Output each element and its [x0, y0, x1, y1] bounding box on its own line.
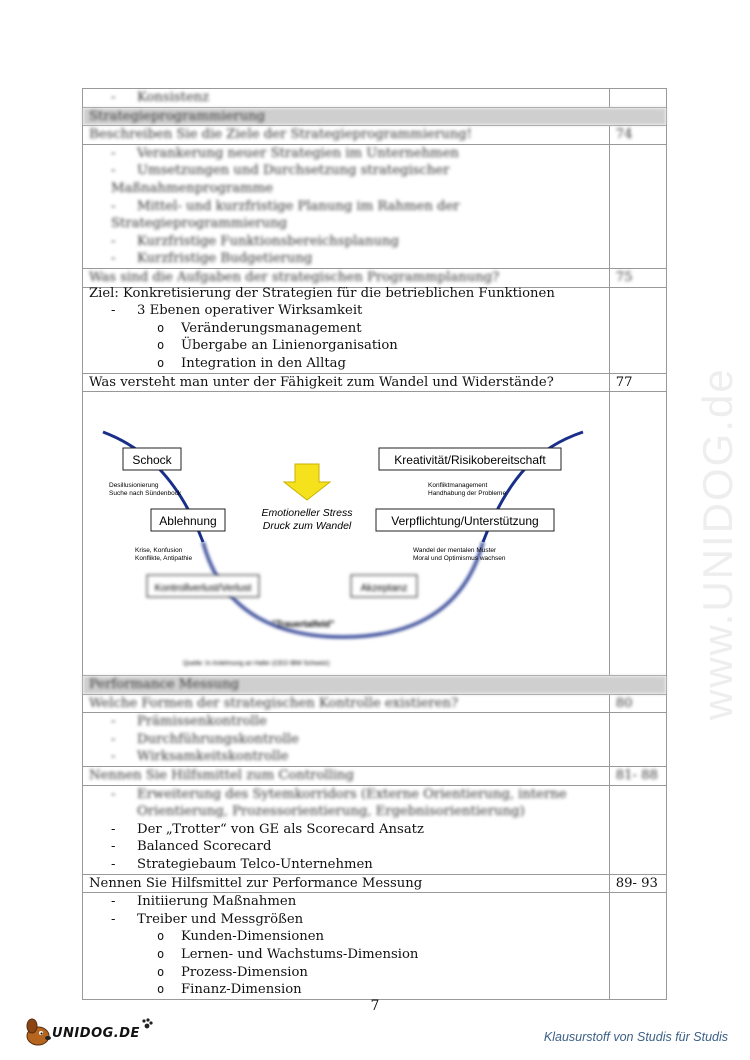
list-item: - Der „Trotter“ von GE als Scorecard Ansatz	[89, 821, 603, 839]
dog-icon	[27, 1019, 51, 1045]
list-item: - Erweiterung des Sytemkorridors (Externe Orientierung, interne Orientierung, Prozessorientierung, Ergebnisorientierung)	[111, 786, 567, 820]
note-text: Krise, Konfusion	[135, 547, 183, 555]
list-item: - Balanced Scorecard	[89, 838, 603, 856]
down-arrow-icon	[284, 464, 330, 500]
list-item: - Umsetzungen und Durchsetzung strategischer Maßnahmenprogramme	[89, 162, 603, 197]
svg-text:Verpflichtung/Unterstützung: Verpflichtung/Unterstützung	[391, 514, 539, 529]
section-title: Strategieprogrammierung	[83, 107, 667, 126]
page-ref: 89- 93	[609, 874, 666, 893]
list-item: o Lernen- und Wachstums-Dimension	[89, 946, 603, 964]
svg-text:Quelle: In Anlehnung an Hafer: Quelle: In Anlehnung an Hafer (CEO IBM Schweiz)	[183, 660, 330, 668]
list-item: - Verankerung neuer Strategien im Unternehmen	[89, 145, 603, 163]
page-ref: 81- 88	[609, 767, 666, 786]
node-ablehnung	[151, 509, 225, 531]
list-item: - Mittel- und kurzfristige Planung im Rahmen der Strategieprogrammierung	[89, 198, 603, 233]
list-item: Ziel: Konkretisierung der Strategien für die betrieblichen Funktionen	[89, 285, 555, 301]
list-item: o Kunden-Dimensionen	[89, 928, 603, 946]
change-curve-svg	[83, 392, 610, 675]
svg-text:Kreativität/Risikobereitschaft: Kreativität/Risikobereitschaft	[394, 453, 546, 468]
list-item: - Initiierung Maßnahmen	[89, 893, 603, 911]
node-akzeptanz	[351, 575, 417, 597]
question-row	[83, 373, 667, 392]
list-item: - Konsistenz	[83, 89, 610, 108]
svg-text:Kontrollverlust/Verlust: Kontrollverlust/Verlust	[154, 583, 252, 595]
note-text: Handhabung der Probleme	[428, 490, 507, 498]
list-item: - Treiber und Messgrößen	[89, 911, 603, 929]
node-schock	[123, 448, 181, 470]
svg-text:"Trauertalfeld": "Trauertalfeld"	[271, 619, 335, 630]
section-header	[83, 107, 667, 126]
section-header	[83, 676, 667, 695]
question-text: Welche Formen der strategischen Kontrolle existieren?	[83, 694, 610, 713]
node-kreativitaet	[379, 448, 561, 470]
table-row	[83, 89, 667, 108]
question-row	[83, 268, 667, 287]
list-item: o Finanz-Dimension	[89, 981, 603, 999]
page-number: 7	[370, 998, 380, 1014]
note-text: Suche nach Sündenbock	[109, 490, 182, 498]
valley-label	[272, 619, 335, 629]
stress-label: Druck zum Wandel	[262, 520, 352, 533]
list-item: o Integration in den Alltag	[89, 355, 603, 373]
answer-row	[83, 785, 667, 874]
question-row	[83, 874, 667, 893]
list-item: - Wirksamkeitskontrolle	[89, 748, 603, 766]
question-row	[83, 767, 667, 786]
question-text: Was sind die Aufgaben der strategischen Programmplanung?	[83, 268, 610, 287]
svg-text:Akzeptanz: Akzeptanz	[360, 583, 408, 595]
question-row	[83, 694, 667, 713]
watermark: www.UNIDOG.de	[694, 367, 741, 720]
logo-text: UNIDOG.DE	[52, 1026, 140, 1041]
question-text: Was versteht man unter der Fähigkeit zum Wandel und Widerstände?	[83, 373, 610, 392]
note-text: Desillusionierung	[109, 482, 159, 490]
list-item: o Prozess-Dimension	[89, 964, 603, 982]
note-text: Konfliktmanagement	[428, 482, 488, 490]
note-text: Wandel der mentalen Muster	[413, 547, 497, 555]
list-item: - 3 Ebenen operativer Wirksamkeit	[89, 302, 603, 320]
list-item: - Kurzfristige Budgetierung	[89, 250, 603, 268]
page-ref: 75	[609, 268, 666, 287]
note-text: Moral und Optimismus wachsen	[413, 555, 506, 563]
answer-row	[83, 893, 667, 1000]
question-row	[83, 126, 667, 145]
source-note	[183, 660, 330, 667]
answer-row	[83, 144, 667, 268]
page-ref: 77	[609, 373, 666, 392]
stress-label: Emotioneller Stress	[261, 507, 353, 520]
page-ref: 80	[609, 694, 666, 713]
node-kontrollverlust	[147, 575, 259, 597]
section-title: Performance Messung	[83, 676, 667, 695]
list-item: - Durchführungskontrolle	[89, 731, 603, 749]
content-table	[82, 88, 667, 1000]
question-text: Beschreiben Sie die Ziele der Strategieprogrammierung!	[83, 126, 610, 145]
list-item: - Kurzfristige Funktionsbereichsplanung	[89, 233, 603, 251]
list-item: - Prämissenkontrolle	[89, 713, 603, 731]
paw-icon	[142, 1018, 152, 1028]
footer-tagline: Klausurstoff von Studis für Studis	[543, 1030, 728, 1044]
answer-row	[83, 713, 667, 767]
question-text: Nennen Sie Hilfsmittel zur Performance Messung	[83, 874, 610, 893]
node-verpflichtung	[376, 509, 554, 531]
list-item: - Strategiebaum Telco-Unternehmen	[89, 856, 603, 874]
list-item: o Übergabe an Linienorganisation	[89, 337, 603, 355]
svg-text:Schock: Schock	[132, 453, 172, 468]
svg-text:Ablehnung: Ablehnung	[159, 514, 217, 529]
note-text: Konflikte, Antipathie	[135, 555, 193, 563]
diagram-row	[83, 392, 667, 676]
list-item: o Veränderungsmanagement	[89, 320, 603, 338]
change-curve-diagram	[83, 392, 610, 676]
answer-row	[83, 287, 667, 373]
question-text: Nennen Sie Hilfsmittel zum Controlling	[83, 767, 610, 786]
page-ref: 74	[609, 126, 666, 145]
